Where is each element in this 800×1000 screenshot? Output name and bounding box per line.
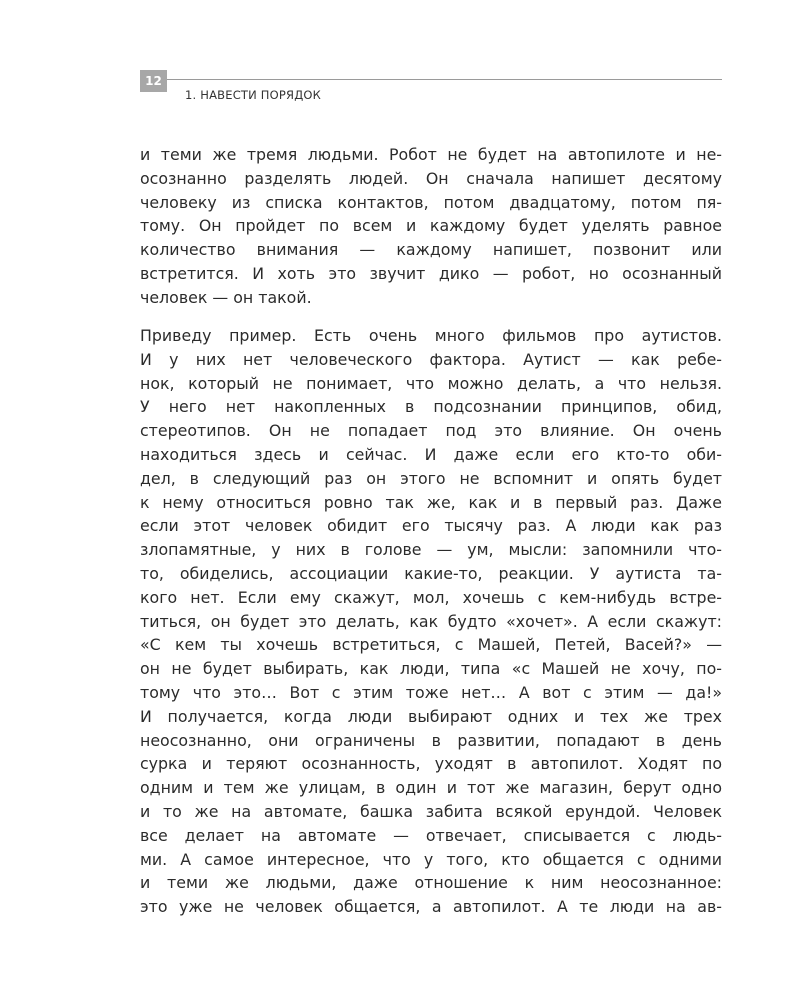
text-line: тому что это… Вот с этим тоже нет… А вот с этим — да!» bbox=[140, 682, 722, 702]
text-line: все делает на автомате — отвечает, списывается с людь- bbox=[140, 825, 722, 845]
text-line: неосознанно, они ограничены в развитии, попадают в день bbox=[140, 730, 722, 750]
chapter-title: 1. НАВЕСТИ ПОРЯДОК bbox=[185, 88, 322, 102]
text-line: человеку из списка контактов, потом двадцатому, потом пя- bbox=[140, 192, 722, 212]
text-line: «С кем ты хочешь встретиться, с Машей, Петей, Васей?» — bbox=[140, 635, 722, 655]
text-line: ми. А самое интересное, что у того, кто общается с одними bbox=[140, 849, 722, 869]
text-line: встретится. И хоть это звучит дико — робот, но осознанный bbox=[140, 263, 722, 283]
paragraph-1 bbox=[140, 143, 722, 310]
text-line: дел, в следующий раз он этого не вспомнит и опять будет bbox=[140, 468, 722, 488]
text-line: сурка и теряют осознанность, уходят в автопилот. Ходят по bbox=[140, 754, 722, 774]
text-line: Приведу пример. Есть очень много фильмов про аутистов. bbox=[140, 326, 722, 345]
text-line: находиться здесь и сейчас. И даже если его кто-то оби- bbox=[140, 444, 722, 464]
page-number: 12 bbox=[140, 70, 167, 92]
text-line: и теми же тремя людьми. Робот не будет на автопилоте и не- bbox=[140, 145, 722, 164]
text-line: если этот человек обидит его тысячу раз. А люди как раз bbox=[140, 516, 722, 536]
text-line: титься, он будет это делать, как будто «хочет». А если скажут: bbox=[140, 611, 722, 631]
text-line: И у них нет человеческого фактора. Аутист — как ребе- bbox=[140, 349, 722, 369]
text-line: стереотипов. Он не попадает под это влияние. Он очень bbox=[140, 421, 722, 441]
text-line: кого нет. Если ему скажут, мол, хочешь с кем-нибудь встре- bbox=[140, 587, 722, 607]
text-line: и теми же людьми, даже отношение к ним неосознанное: bbox=[140, 873, 722, 893]
paragraph-2 bbox=[140, 324, 722, 919]
text-line: нок, который не понимает, что можно делать, а что нельзя. bbox=[140, 373, 722, 393]
text-line: это уже не человек общается, а автопилот. А те люди на ав- bbox=[140, 897, 722, 917]
text-line: злопамятные, у них в голове — ум, мысли: запомнили что- bbox=[140, 540, 722, 560]
text-line: и то же на автомате, башка забита всякой ерундой. Человек bbox=[140, 801, 722, 821]
text-line: количество внимания — каждому напишет, позвонит или bbox=[140, 240, 722, 260]
text-line: он не будет выбирать, как люди, типа «с Машей не хочу, по- bbox=[140, 659, 722, 679]
header-rule bbox=[167, 79, 722, 80]
text-line: осознанно разделять людей. Он сначала напишет десятому bbox=[140, 168, 722, 188]
text-line: У него нет накопленных в подсознании принципов, обид, bbox=[140, 397, 722, 417]
text-line: тому. Он пройдет по всем и каждому будет уделять равное bbox=[140, 216, 722, 236]
text-line: одним и тем же улицам, в один и тот же магазин, берут одно bbox=[140, 778, 722, 798]
text-line: человек — он такой. bbox=[140, 287, 312, 307]
text-line: то, обиделись, ассоциации какие-то, реакции. У аутиста та- bbox=[140, 563, 722, 583]
text-line: к нему относиться ровно так же, как и в первый раз. Даже bbox=[140, 492, 722, 512]
text-line: И получается, когда люди выбирают одних и тех же трех bbox=[140, 706, 722, 726]
